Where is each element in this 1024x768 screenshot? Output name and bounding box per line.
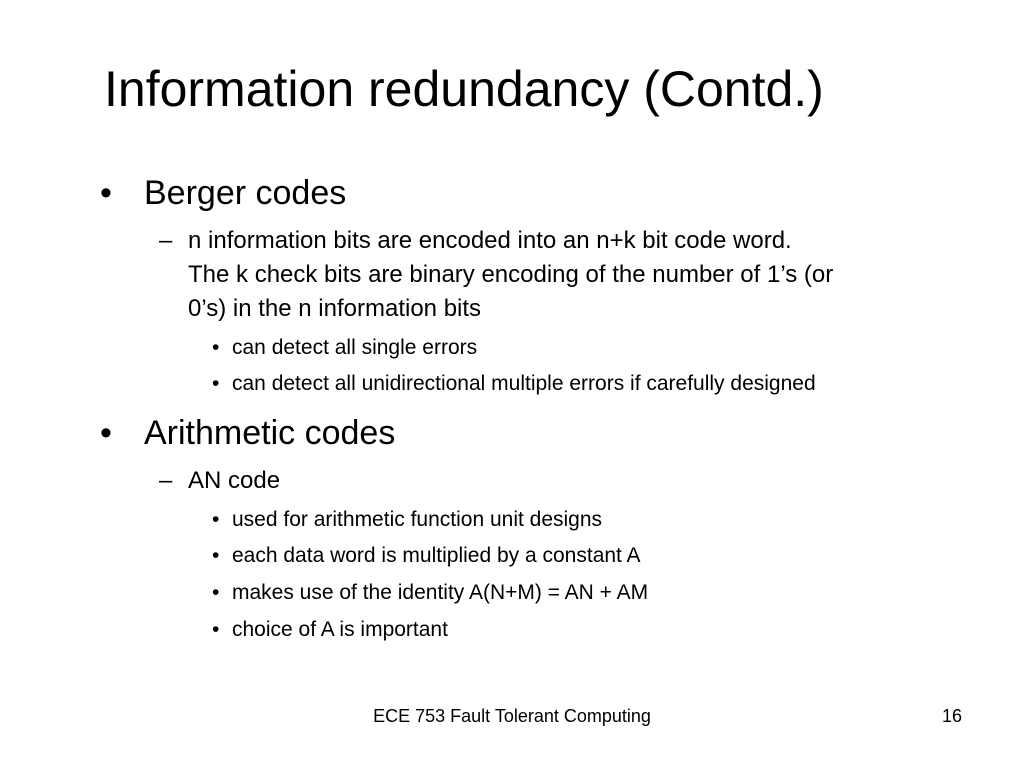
bullet-text: Berger codes	[144, 174, 347, 212]
subitem-line: The k check bits are binary encoding of the number of 1’s (or	[188, 261, 834, 288]
small-bullet-marker: •	[212, 581, 220, 604]
bullet-berger-codes	[100, 172, 347, 214]
small-bullet-marker: •	[212, 618, 220, 641]
subitem-line: AN code	[188, 467, 281, 494]
detail-item	[212, 579, 649, 607]
detail-item	[212, 542, 641, 570]
bullet-marker: •	[100, 174, 112, 212]
detail-text: makes use of the identity A(N+M) = AN + AM	[232, 581, 649, 604]
subitem-line: 0’s) in the n information bits	[188, 295, 482, 322]
detail-item	[212, 334, 478, 362]
subitem-line: n information bits are encoded into an n+k bit code word.	[188, 227, 792, 254]
detail-text: used for arithmetic function unit designs	[232, 508, 603, 531]
small-bullet-marker: •	[212, 544, 220, 567]
slide-title: Information redundancy (Contd.)	[104, 61, 824, 117]
bullet-arithmetic-codes	[100, 412, 396, 454]
detail-text: choice of A is important	[232, 618, 448, 641]
subitem-berger-definition	[159, 224, 792, 258]
subitem-continuation	[188, 292, 481, 326]
bullet-marker: •	[100, 414, 112, 452]
dash-marker: –	[159, 467, 173, 494]
detail-text: can detect all unidirectional multiple errors if carefully designed	[232, 372, 816, 395]
small-bullet-marker: •	[212, 508, 220, 531]
footer-course-title: ECE 753 Fault Tolerant Computing	[373, 706, 651, 726]
bullet-text: Arithmetic codes	[144, 414, 396, 452]
subitem-continuation	[188, 258, 833, 292]
detail-text: each data word is multiplied by a constant A	[232, 544, 641, 567]
detail-item	[212, 506, 603, 534]
page-number: 16	[941, 706, 962, 726]
detail-text: can detect all single errors	[232, 336, 478, 359]
dash-marker: –	[159, 227, 173, 254]
small-bullet-marker: •	[212, 372, 220, 395]
detail-item	[212, 370, 816, 398]
detail-item	[212, 616, 448, 644]
subitem-an-code	[159, 464, 281, 498]
small-bullet-marker: •	[212, 336, 220, 359]
